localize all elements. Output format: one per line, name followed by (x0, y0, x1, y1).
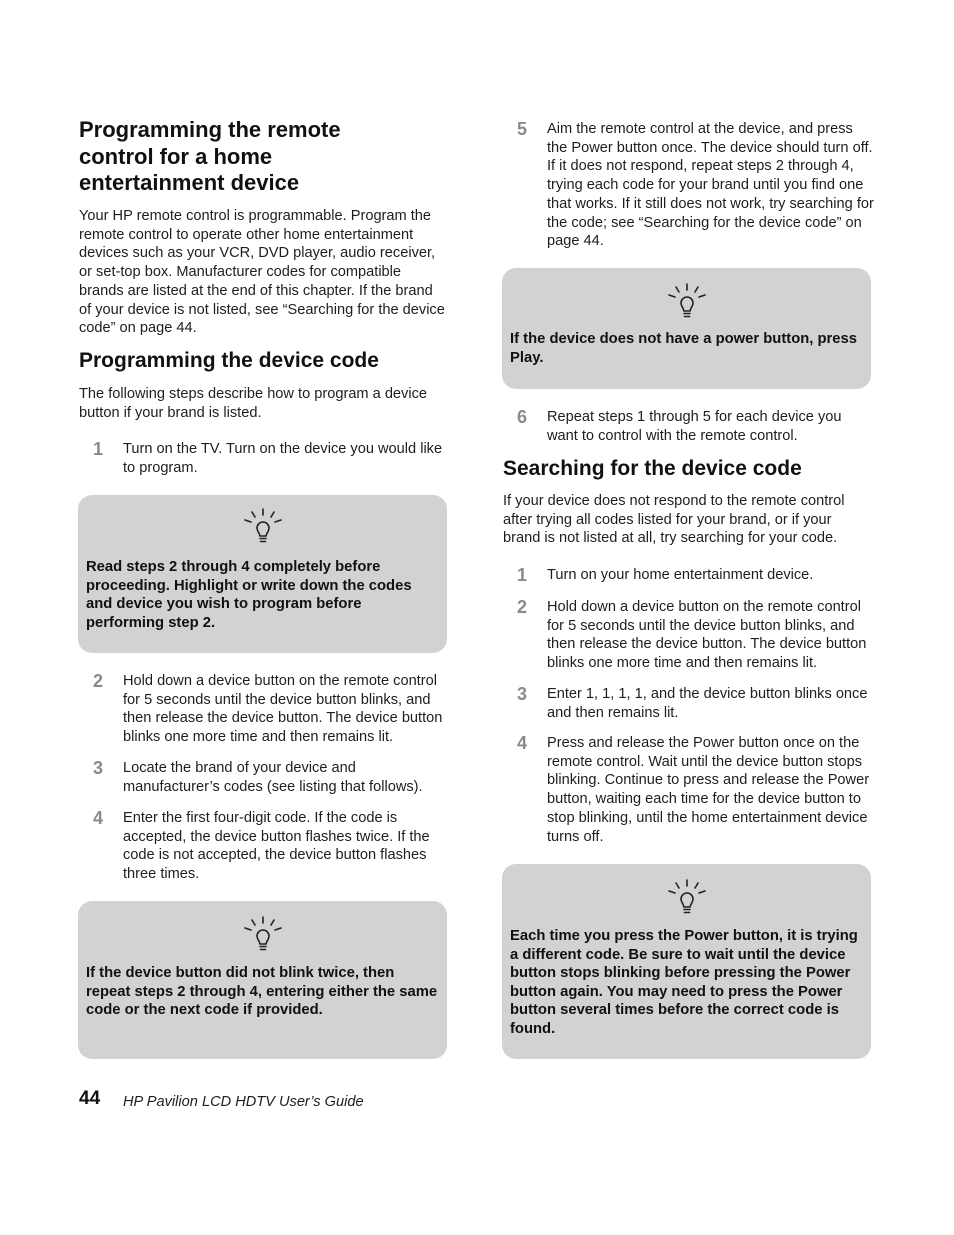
step-text: Hold down a device button on the remote control for 5 seconds until the device button blinks, and then release the device button. The device button blinks one more time and then remains lit. (547, 599, 867, 672)
step-text: Enter 1, 1, 1, 1, and the device button blinks once and then remains lit. (547, 686, 868, 721)
step-number: 3 (517, 684, 528, 704)
search-step-2 (517, 598, 875, 673)
lightbulb-icon (243, 915, 283, 953)
step-number: 4 (517, 733, 528, 753)
search-step-1 (517, 566, 875, 585)
tip-text: If the device button did not blink twice, then repeat steps 2 through 4, entering either the same code or the next code if provided. (86, 965, 438, 1019)
tip-box (502, 864, 871, 1059)
step-number: 2 (93, 671, 104, 691)
step-3 (93, 759, 451, 796)
search-step-4 (517, 734, 875, 846)
step-text: Press and release the Power button once on the remote control. Wait until the device button stops blinking. Continue to press and release the Power button, waiting each time for the device button to stop blinking, until the home entertainment device turns off. (547, 735, 870, 845)
step-1 (93, 440, 451, 477)
step-text: Enter the first four-digit code. If the code is accepted, the device button flashes twice. If the code is not accepted, the device button flashes three times. (123, 810, 430, 883)
step-text: Repeat steps 1 through 5 for each device you want to control with the remote control. (547, 409, 842, 444)
tip-box (502, 268, 871, 389)
tip-text: If the device does not have a power button, press Play. (510, 331, 857, 366)
subheading-searching: Searching for the device code (503, 457, 802, 480)
tip-text: Each time you press the Power button, it is trying a different code. Be sure to wait until the device button stops blinking before pressing the Power button again. You may need to press the Power button several times before the correct code is found. (510, 928, 858, 1037)
step-number: 4 (93, 808, 104, 828)
step-text: Aim the remote control at the device, and press the Power button once. The device should turn off. If it does not respond, repeat steps 2 through 4, trying each code for your brand until you find one that works. If it still does not work, try searching for the code; see “Searching for the device code” on page 44. (547, 121, 874, 250)
search-step-3 (517, 685, 875, 722)
section-heading: Programming the remote control for a home entertainment device (79, 117, 341, 195)
step-5 (517, 120, 875, 251)
tip-text: Read steps 2 through 4 completely before proceeding. Highlight or write down the codes and device you wish to program before performing step 2. (86, 559, 412, 631)
step-number: 5 (517, 119, 528, 139)
search-intro-paragraph: If your device does not respond to the remote control after trying all codes listed for your brand, or if your brand is not listed at all, try searching for your code. (503, 493, 845, 547)
intro-paragraph: Your HP remote control is programmable. Program the remote control to operate other home entertainment devices such as your VCR, DVD player, audio receiver, or set-top box. Manufacturer codes for compatible brands are listed at the end of this chapter. If the brand of your device is not listed, see “Searching for the device code” on page 44. (79, 208, 445, 337)
page-number: 44 (79, 1088, 101, 1109)
tip-box (78, 495, 447, 653)
lightbulb-icon (667, 282, 707, 320)
step-number: 1 (517, 565, 528, 585)
step-text: Locate the brand of your device and manufacturer’s codes (see listing that follows). (123, 760, 423, 795)
step-number: 2 (517, 597, 528, 617)
step-text: Hold down a device button on the remote control for 5 seconds until the device button blinks, and then release the device button. The device button blinks one more time and then remains lit. (123, 673, 443, 746)
step-text: Turn on your home entertainment device. (547, 567, 814, 583)
step-4 (93, 809, 451, 884)
step-number: 6 (517, 407, 528, 427)
step-number: 3 (93, 758, 104, 778)
lightbulb-icon (243, 507, 283, 545)
step-text: Turn on the TV. Turn on the device you would like to program. (123, 441, 443, 476)
tip-box (78, 901, 447, 1059)
step-6 (517, 408, 875, 445)
guide-title: HP Pavilion LCD HDTV User’s Guide (123, 1094, 364, 1110)
lightbulb-icon (667, 878, 707, 916)
subheading-programming: Programming the device code (79, 349, 379, 372)
sub-intro-paragraph: The following steps describe how to program a device button if your brand is listed. (79, 386, 427, 421)
step-number: 1 (93, 439, 104, 459)
step-2 (93, 672, 451, 747)
